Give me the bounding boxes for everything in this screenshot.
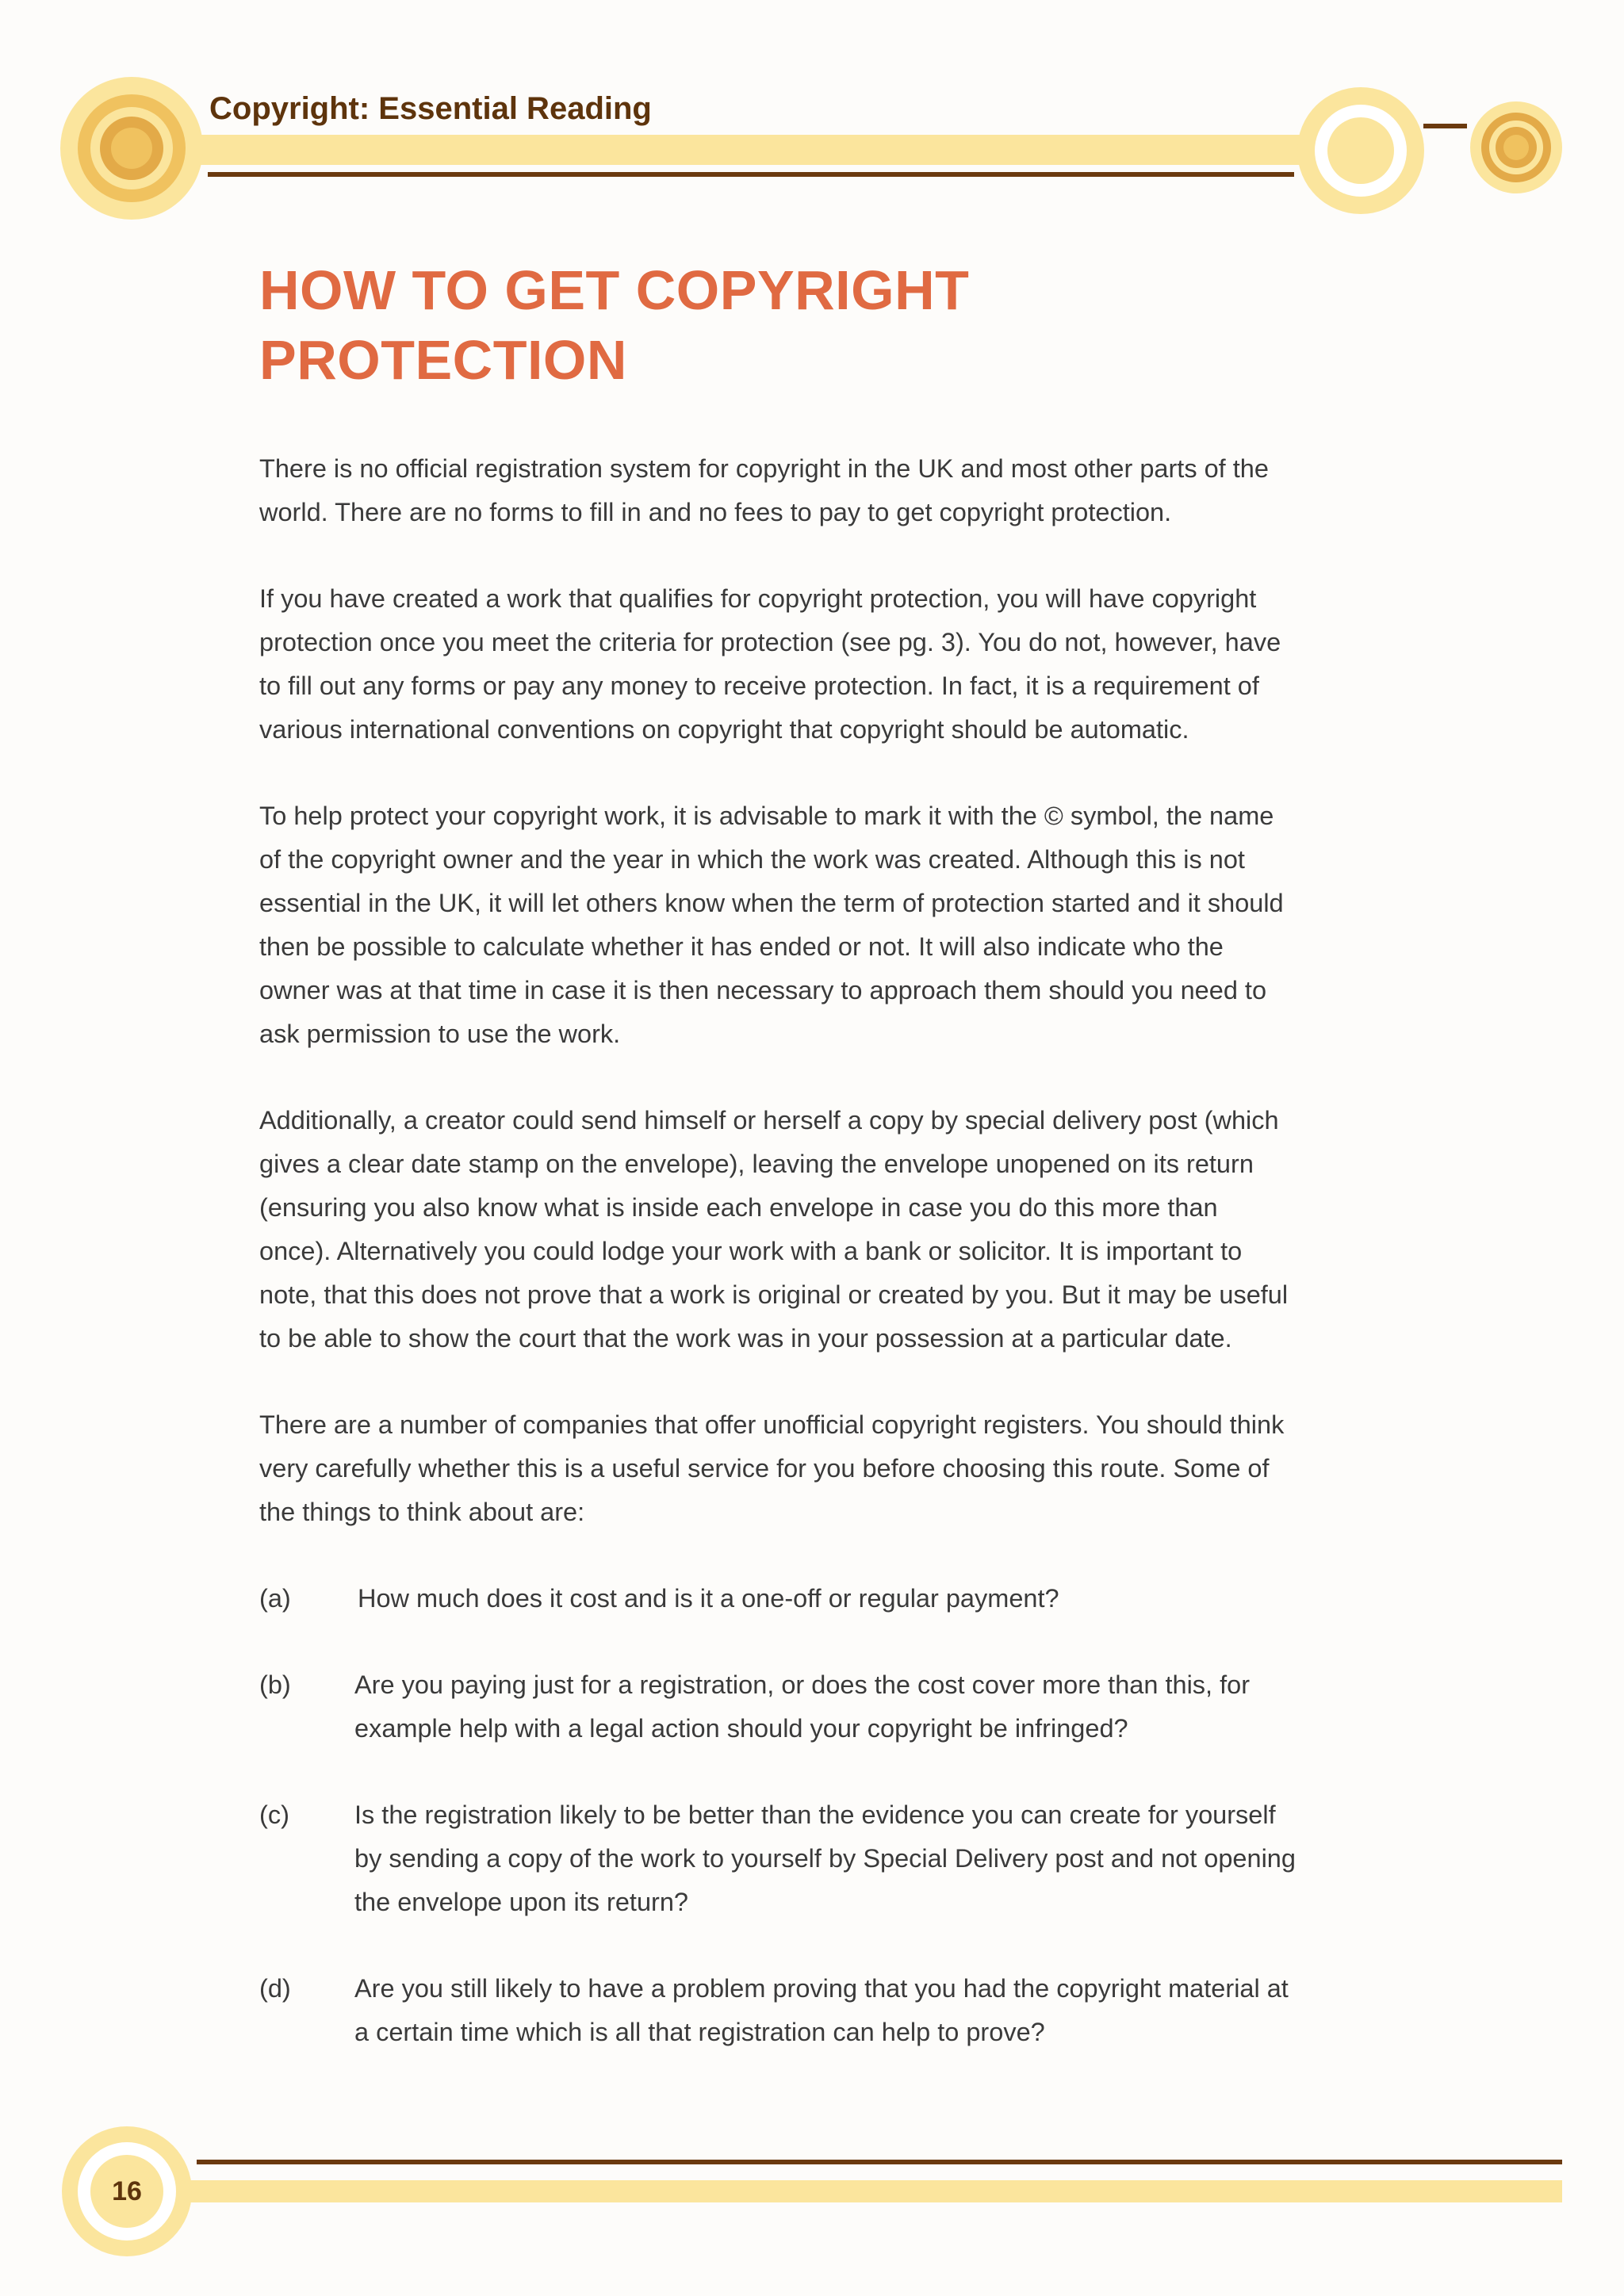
running-title: Copyright: Essential Reading — [209, 91, 652, 126]
list-marker: (a) — [259, 1584, 291, 1613]
list-item-c — [259, 1793, 1369, 1924]
text-line: to be able to show the court that the work was in your possession at a particular date. — [259, 1324, 1232, 1353]
header-far-right-target-icon — [1470, 101, 1562, 193]
text-line: There are a number of companies that offer unofficial copyright registers. You should think — [259, 1410, 1285, 1439]
page-title-line: HOW TO GET COPYRIGHT — [259, 259, 970, 321]
list-item-a — [259, 1577, 1369, 1621]
text-line: How much does it cost and is it a one-off or regular payment? — [358, 1584, 1059, 1613]
text-line: There is no official registration system for copyright in the UK and most other parts of the — [259, 454, 1269, 483]
list-marker: (b) — [259, 1670, 291, 1699]
footer-band — [159, 2180, 1562, 2202]
text-line: a certain time which is all that registration can help to prove? — [354, 2018, 1045, 2046]
paragraph-unofficial-registers — [259, 1403, 1369, 1534]
text-line: world. There are no forms to fill in and no fees to pay to get copyright protection. — [259, 498, 1172, 526]
text-line: Is the registration likely to be better than the evidence you can create for yourself — [354, 1800, 1276, 1829]
text-line: once). Alternatively you could lodge your work with a bank or solicitor. It is important to — [259, 1237, 1243, 1265]
text-line: the envelope upon its return? — [354, 1888, 688, 1916]
page-content — [259, 255, 1369, 2054]
text-line: the things to think about are: — [259, 1498, 585, 1526]
text-line: ask permission to use the work. — [259, 1020, 621, 1048]
text-line: protection once you meet the criteria for protection (see pg. 3). You do not, however, have — [259, 628, 1281, 656]
text-line: Are you still likely to have a problem proving that you had the copyright material at — [354, 1974, 1289, 2003]
text-line: owner was at that time in case it is then necessary to approach them should you need to — [259, 976, 1267, 1004]
text-line: gives a clear date stamp on the envelope), leaving the envelope unopened on its return — [259, 1150, 1254, 1178]
page-title — [259, 255, 1369, 395]
text-line: to fill out any forms or pay any money to receive protection. In fact, it is a requirement of — [259, 672, 1259, 700]
text-line: very carefully whether this is a useful service for you before choosing this route. Some of — [259, 1454, 1270, 1483]
paragraph-automatic-protection — [259, 577, 1369, 752]
text-line: various international conventions on copyright that copyright should be automatic. — [259, 715, 1189, 744]
text-line: If you have created a work that qualifies for copyright protection, you will have copyright — [259, 584, 1257, 613]
list-item-d — [259, 1967, 1369, 2054]
text-line: note, that this does not prove that a work is original or created by you. But it may be useful — [259, 1280, 1289, 1309]
text-line: Additionally, a creator could send himself or herself a copy by special delivery post (which — [259, 1106, 1279, 1135]
text-line: essential in the UK, it will let others know when the term of protection started and it should — [259, 889, 1284, 917]
footer-rule — [197, 2160, 1562, 2164]
header-right-ring-icon — [1297, 87, 1424, 214]
text-line: by sending a copy of the work to yourself by Special Delivery post and not opening — [354, 1844, 1296, 1873]
paragraph-copyright-symbol — [259, 794, 1369, 1056]
text-line: of the copyright owner and the year in which the work was created. Although this is not — [259, 845, 1245, 874]
page-number: 16 — [112, 2176, 142, 2206]
text-line: example help with a legal action should your copyright be infringed? — [354, 1714, 1128, 1743]
list-marker: (d) — [259, 1974, 291, 2003]
page-title-line: PROTECTION — [259, 329, 627, 391]
text-line: then be possible to calculate whether it has ended or not. It will also indicate who the — [259, 932, 1224, 961]
paragraph-registration — [259, 447, 1369, 534]
paragraph-special-delivery — [259, 1099, 1369, 1360]
header-left-target-icon — [60, 77, 203, 220]
list-marker: (c) — [259, 1800, 289, 1829]
header-ornaments — [0, 0, 1624, 254]
text-line: Are you paying just for a registration, or does the cost cover more than this, for — [354, 1670, 1251, 1699]
text-line: To help protect your copyright work, it is advisable to mark it with the © symbol, the name — [259, 802, 1274, 830]
list-item-b — [259, 1663, 1369, 1751]
text-line: (ensuring you also know what is inside each envelope in case you do this more than — [259, 1193, 1218, 1222]
